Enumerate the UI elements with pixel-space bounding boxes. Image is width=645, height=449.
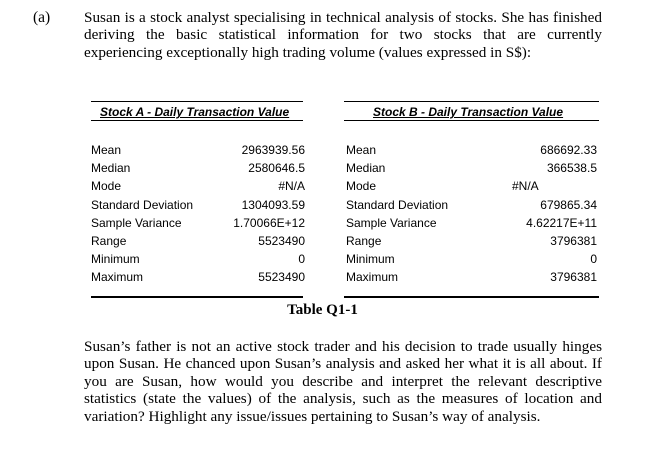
stock-a-row-label: Range	[91, 234, 127, 248]
stock-b-row-label: Sample Variance	[346, 215, 437, 230]
stock-b-row-label: Median	[346, 161, 386, 176]
stock-a-bottom-rule	[91, 296, 303, 298]
stock-a-row-label: Mean	[91, 143, 122, 157]
stock-a-row-label: Standard Deviation	[91, 197, 194, 212]
question-paragraph: Susan’s father is not an active stock trader and his decision to trade usually hinges upon Susan. He chanced upon Susan’s analysis and asked her what it is all about. If you are Susan, how would you describe and interpret the relevant descriptive statistics (state the values) of the analysis, such as the measures of location and variation? Highlight any issue/issues pertaining to Susan’s way of analysis.	[84, 338, 602, 425]
stock-b-row-label: Mode	[346, 179, 377, 194]
stock-b-title: Stock B - Daily Transaction Value	[373, 105, 564, 119]
stock-a-row-value: 1304093.59	[241, 197, 305, 212]
stock-a-row-value: 2963939.56	[241, 143, 305, 157]
stock-b-row-label: Mean	[346, 143, 377, 157]
stock-b-row-label: Standard Deviation	[346, 197, 449, 212]
stock-a-row-label: Mode	[91, 179, 122, 194]
stock-a-row-label: Sample Variance	[91, 215, 182, 230]
stock-a-row-label: Median	[91, 161, 131, 176]
stock-b-row-value: #N/A	[512, 179, 539, 194]
stock-b-row-label: Maximum	[346, 270, 399, 285]
stock-a-row-value: 5523490	[258, 234, 305, 248]
stock-a-row-value: 0	[298, 252, 305, 267]
stock-b-title-rule	[344, 120, 599, 121]
stock-a-row-value: #N/A	[278, 179, 305, 194]
stock-b-row-value: 3796381	[550, 234, 597, 248]
stock-b-row-label: Range	[346, 234, 382, 248]
stock-a-row-label: Maximum	[91, 270, 144, 285]
stock-a-row-label: Minimum	[91, 252, 140, 267]
stock-a-title-rule	[91, 120, 303, 121]
stock-a-row-value: 1.70066E+12	[233, 215, 305, 230]
stock-a-row-value: 2580646.5	[248, 161, 305, 176]
stock-b-row-value: 3796381	[550, 270, 597, 285]
intro-paragraph: Susan is a stock analyst specialising in technical analysis of stocks. She has finished deriving the basic statistical information for two stocks that are currently experiencing exceptionally high trading volume (values expressed in S$):	[84, 9, 602, 61]
question-label: (a)	[33, 9, 51, 26]
stock-b-row-value: 0	[590, 252, 597, 267]
stock-a-row-value: 5523490	[258, 270, 305, 285]
stats-table	[91, 99, 599, 301]
table-caption: Table Q1-1	[287, 302, 358, 318]
stock-b-row-value: 4.62217E+11	[526, 215, 597, 230]
stock-a-top-rule	[91, 101, 303, 102]
stock-b-bottom-rule	[344, 296, 599, 298]
stock-a-title: Stock A - Daily Transaction Value	[100, 105, 290, 119]
stock-b-top-rule	[344, 101, 599, 102]
stock-b-row-value: 686692.33	[540, 143, 597, 157]
stock-b-row-value: 366538.5	[546, 161, 597, 176]
stock-b-row-label: Minimum	[346, 252, 395, 267]
stock-b-row-value: 679865.34	[540, 197, 597, 212]
